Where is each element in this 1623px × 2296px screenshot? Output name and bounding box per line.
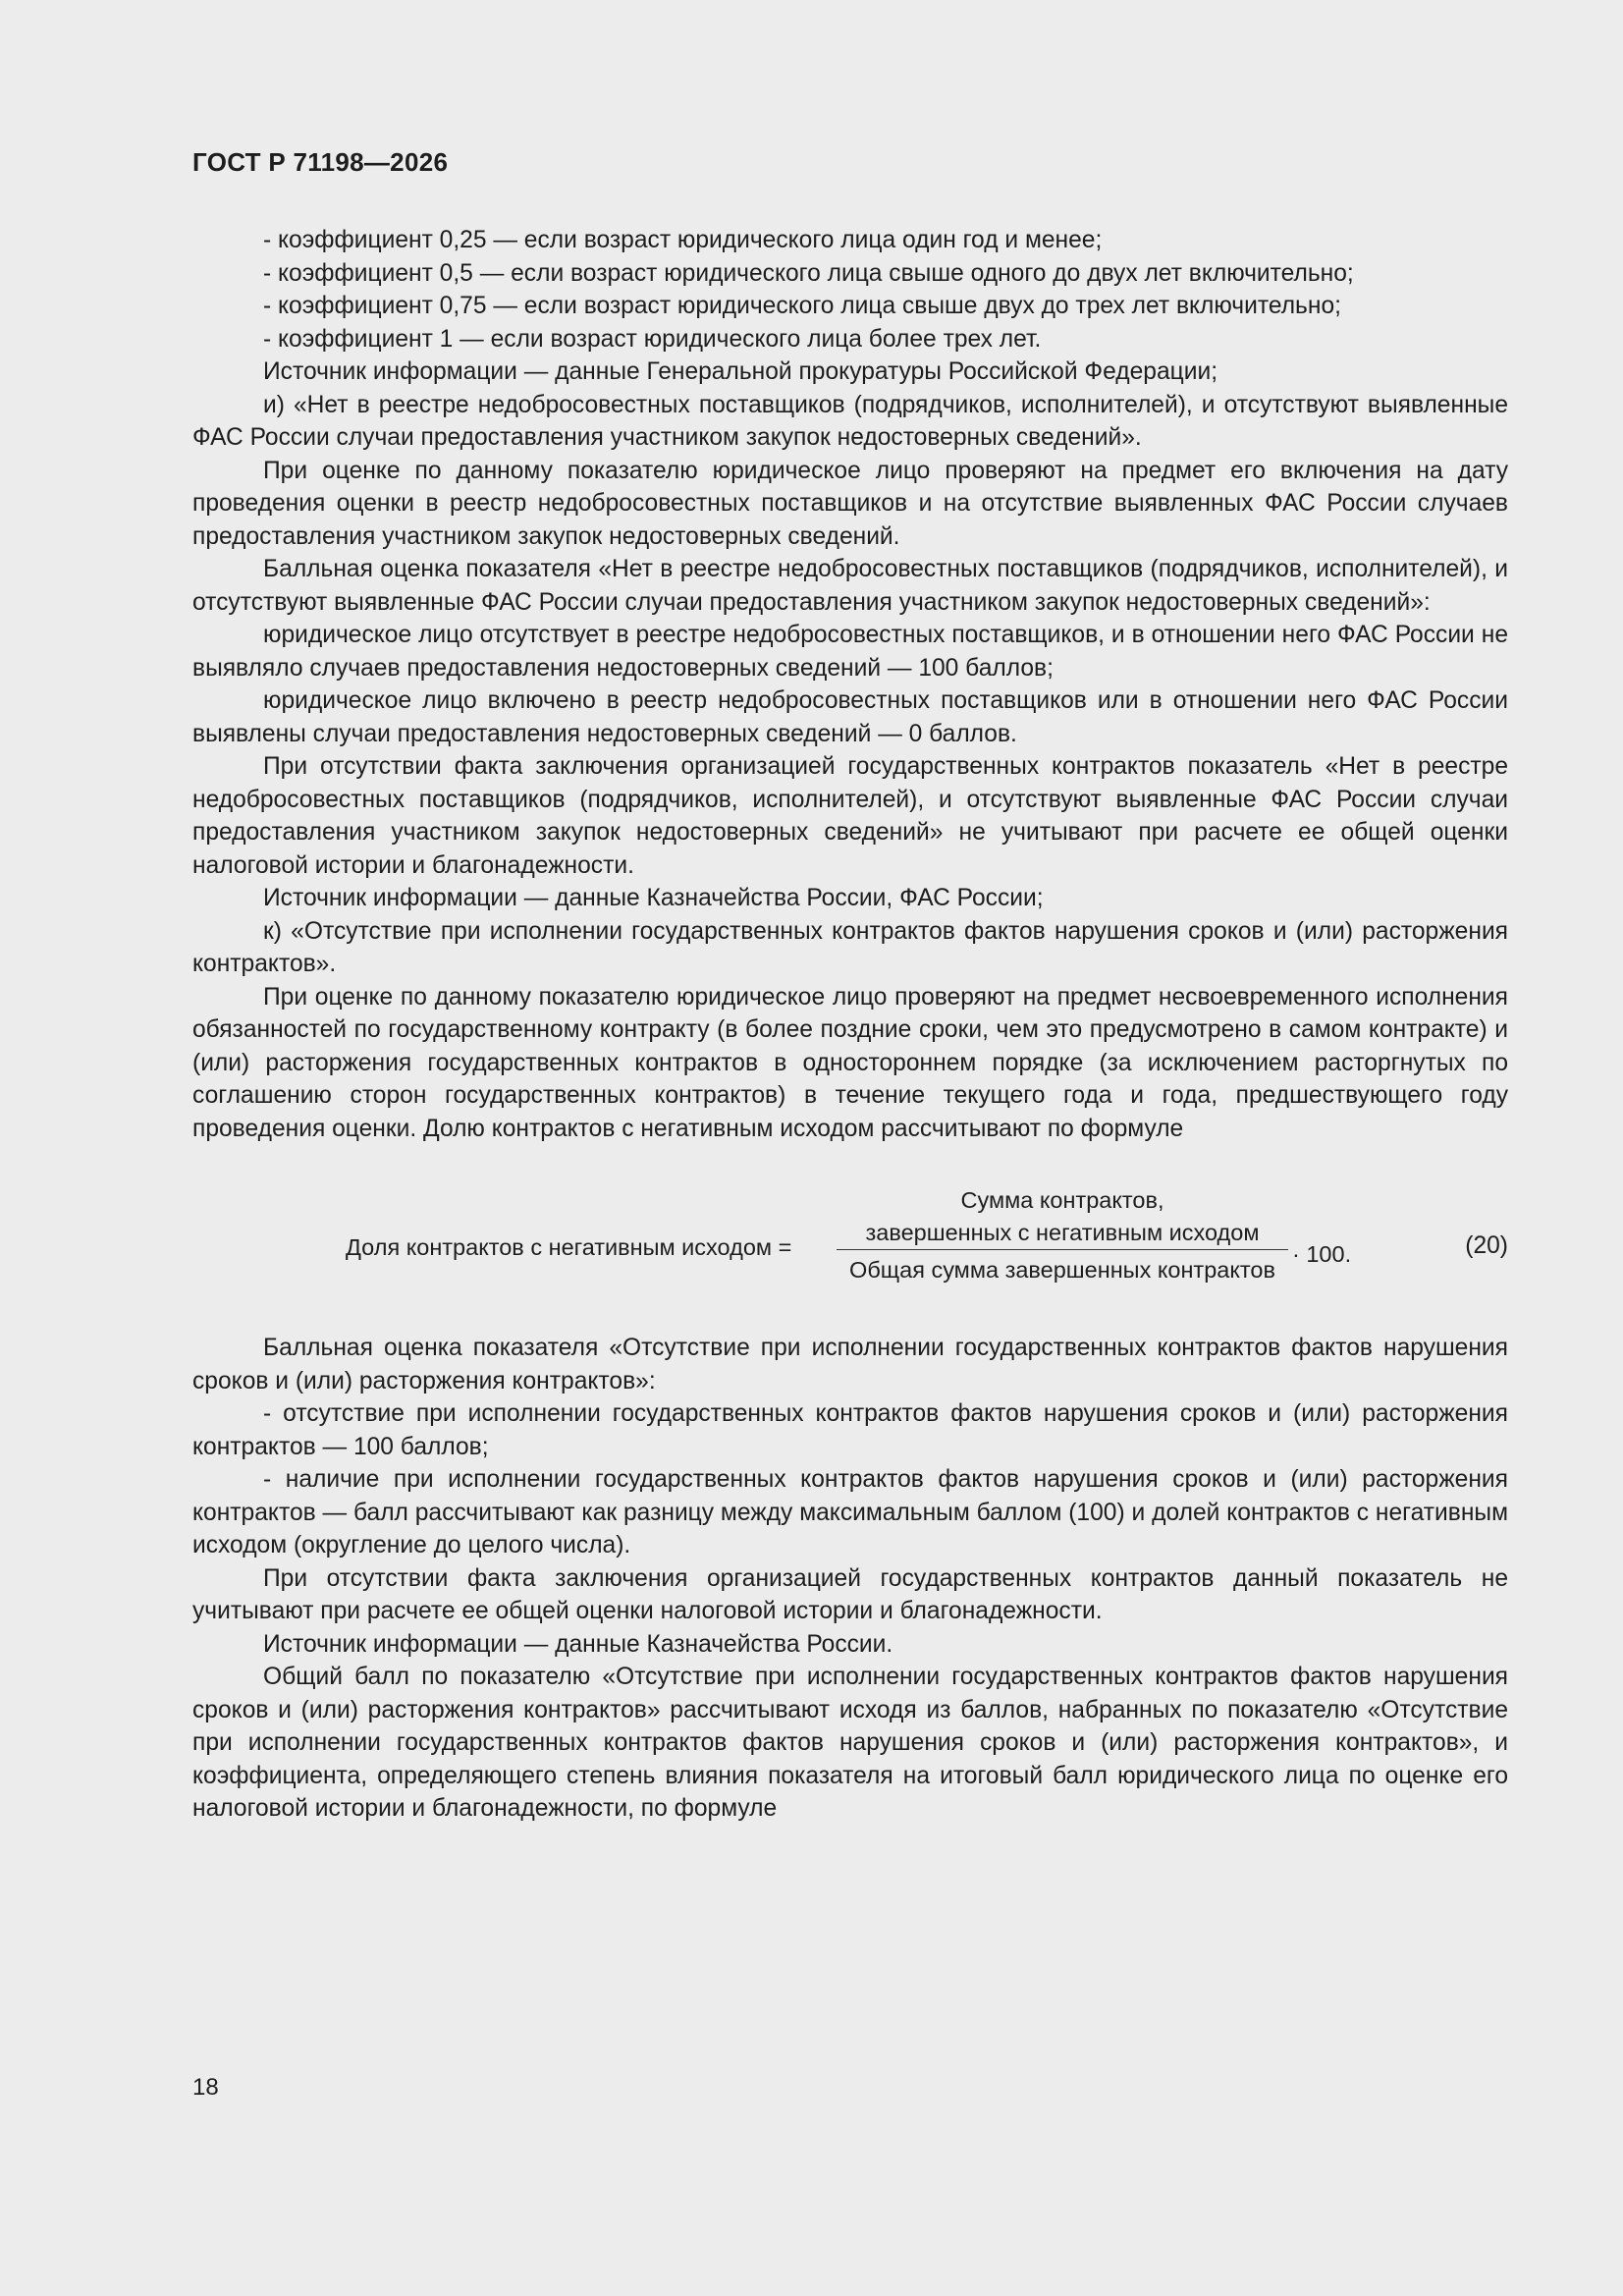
formula-lhs: Доля контрактов с негативным исходом =	[346, 1234, 792, 1260]
paragraph: - коэффициент 0,5 — если возраст юридического лица свыше одного до двух лет включительно;	[263, 259, 1354, 287]
paragraph: юридическое лицо включено в реестр недобросовестных поставщиков или в отношении него ФАС России выявлены случаи предоставления недостоверных сведений — 0 баллов.	[192, 687, 1508, 747]
formula-numerator-line1: Сумма контрактов,	[960, 1187, 1164, 1213]
paragraph: Общий балл по показателю «Отсутствие при исполнении государственных контрактов фактов нарушения сроков и (или) расторжения контрактов» рассчитывают исходя из баллов, набранных по показателю «Отсутствие при исполнении государственных контрактов фактов нарушения сроков и (или) расторжения контрактов», и коэффициента, определяющего степень влияния показателя на итоговый балл юридического лица по оценке его налоговой истории и благонадежности, по формуле	[192, 1664, 1508, 1822]
paragraph: - коэффициент 0,75 — если возраст юридического лица свыше двух до трех лет включительно;	[263, 293, 1341, 319]
formula-20	[192, 1145, 1508, 1332]
paragraph: юридическое лицо отсутствует в реестре недобросовестных поставщиков, и в отношении него ФАС России не выявляло случаев предоставления недостоверных сведений — 100 баллов;	[192, 622, 1508, 682]
formula-multiplier: · 100.	[1292, 1241, 1352, 1267]
paragraph: Балльная оценка показателя «Нет в реестре недобросовестных поставщиков (подрядчиков, исполнителей), и отсутствуют выявленные ФАС России случаи предоставления участником закупок недостоверных сведений»:	[192, 556, 1508, 616]
page-number: 18	[192, 2074, 219, 2101]
paragraph: Источник информации — данные Казначейства России, ФАС России;	[263, 885, 1044, 911]
paragraph: Источник информации — данные Генеральной прокуратуры Российской Федерации;	[263, 358, 1218, 385]
paragraph: При оценке по данному показателю юридическое лицо проверяют на предмет несвоевременного исполнения обязанностей по государственному контракту (в более поздние сроки, чем это предусмотрено в самом контракте) и (или) расторжения государственных контрактов в одностороннем порядке (за исключением расторгнутых по соглашению сторон государственных контрактов) в течение текущего года и года, предшествующего году проведения оценки. Долю контрактов с негативным исходом рассчитывают по формуле	[192, 983, 1508, 1142]
paragraph: и) «Нет в реестре недобросовестных поставщиков (подрядчиков, исполнителей), и отсутствуют выявленные ФАС России случаи предоставления участником закупок недостоверных сведений».	[192, 391, 1508, 451]
paragraph: При оценке по данному показателю юридическое лицо проверяют на предмет его включения на дату проведения оценки в реестр недобросовестных поставщиков и на отсутствие выявленных ФАС России случаев предоставления участником закупок недостоверных сведений.	[192, 457, 1508, 550]
paragraph: При отсутствии факта заключения организацией государственных контрактов данный показатель не учитывают при расчете ее общей оценки налоговой истории и благонадежности.	[192, 1564, 1508, 1624]
formula-denominator: Общая сумма завершенных контрактов	[849, 1257, 1275, 1283]
paragraph: Балльная оценка показателя «Отсутствие при исполнении государственных контрактов фактов нарушения сроков и (или) расторжения контрактов»:	[192, 1335, 1508, 1394]
paragraph: - отсутствие при исполнении государственных контрактов фактов нарушения сроков и (или) расторжения контрактов — 100 баллов;	[192, 1400, 1508, 1460]
paragraph: Источник информации — данные Казначейства России.	[263, 1630, 893, 1658]
formula-fraction	[837, 1184, 1288, 1287]
document-body	[192, 224, 1508, 1826]
paragraph: - наличие при исполнении государственных контрактов фактов нарушения сроков и (или) расторжения контрактов — балл рассчитывают как разницу между максимальным баллом (100) и долей контрактов с негативным исходом (округление до целого числа).	[192, 1466, 1508, 1558]
paragraph: - коэффициент 1 — если возраст юридического лица более трех лет.	[263, 325, 1042, 353]
document-header: ГОСТ Р 71198—2026	[192, 147, 449, 177]
formula-number: (20)	[1465, 1232, 1508, 1259]
formula-numerator-line2: завершенных с негативным исходом	[837, 1217, 1288, 1250]
paragraph: к) «Отсутствие при исполнении государственных контрактов фактов нарушения сроков и (или) расторжения контрактов».	[192, 917, 1508, 977]
paragraph: При отсутствии факта заключения организацией государственных контрактов показатель «Нет в реестре недобросовестных поставщиков (подрядчиков, исполнителей), и отсутствуют выявленные ФАС России случаи предоставления участником закупок недостоверных сведений» не учитывают при расчете ее общей оценки налоговой истории и благонадежности.	[192, 753, 1508, 879]
paragraph: - коэффициент 0,25 — если возраст юридического лица один год и менее;	[263, 227, 1103, 253]
